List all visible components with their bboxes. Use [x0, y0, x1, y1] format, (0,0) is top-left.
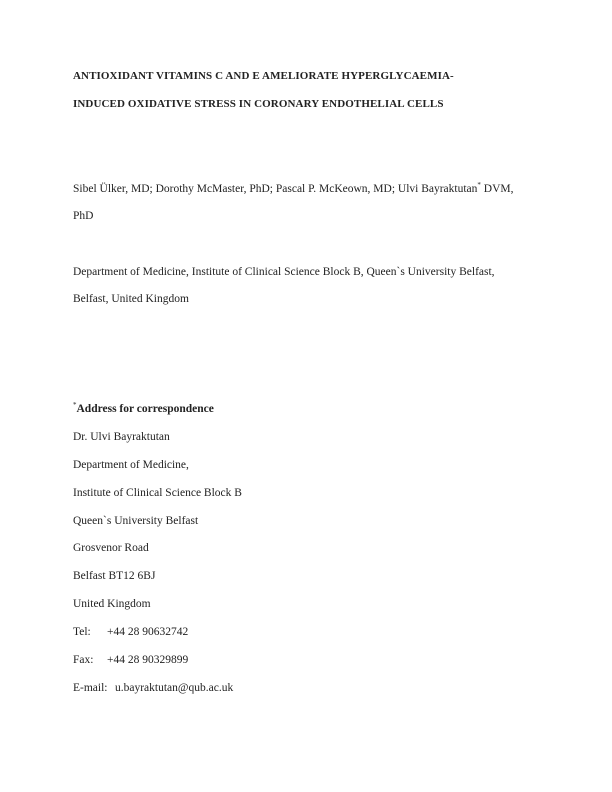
- correspondence-street: Grosvenor Road: [73, 542, 149, 554]
- email-value[interactable]: u.bayraktutan@qub.ac.uk: [115, 682, 234, 694]
- correspondence-city: Belfast BT12 6BJ: [73, 570, 156, 582]
- correspondence-name: Dr. Ulvi Bayraktutan: [73, 431, 170, 443]
- affiliation-line-2: Belfast, United Kingdom: [73, 293, 189, 305]
- authors-text: Sibel Ülker, MD; Dorothy McMaster, PhD; Pascal P. McKeown, MD; Ulvi Bayraktutan: [73, 183, 478, 195]
- fax-value: +44 28 90329899: [107, 654, 189, 666]
- correspondence-heading: [73, 402, 214, 416]
- correspondence-country: United Kingdom: [73, 598, 151, 610]
- correspondence-marker: *: [73, 401, 77, 410]
- authors-degree: DVM,: [480, 183, 514, 195]
- corresponding-author-marker: *: [477, 181, 481, 190]
- authors-line-2: PhD: [73, 210, 94, 222]
- title-line-1: ANTIOXIDANT VITAMINS C AND E AMELIORATE HYPERGLYCAEMIA-: [73, 70, 454, 82]
- telephone-line: [73, 625, 188, 639]
- email-label: E-mail:: [73, 682, 108, 694]
- email-line: [73, 681, 233, 695]
- affiliation-line-1: Department of Medicine, Institute of Clinical Science Block B, Queen`s University Belfast,: [73, 266, 495, 278]
- correspondence-institute: Institute of Clinical Science Block B: [73, 487, 242, 499]
- fax-line: [73, 653, 188, 667]
- telephone-value: +44 28 90632742: [107, 626, 189, 638]
- title-line-2: INDUCED OXIDATIVE STRESS IN CORONARY ENDOTHELIAL CELLS: [73, 98, 444, 110]
- correspondence-department: Department of Medicine,: [73, 459, 189, 471]
- authors-line-1: [73, 182, 514, 196]
- telephone-label: Tel:: [73, 626, 91, 638]
- fax-label: Fax:: [73, 654, 94, 666]
- correspondence-university: Queen`s University Belfast: [73, 515, 199, 527]
- correspondence-heading-text: Address for correspondence: [76, 403, 214, 415]
